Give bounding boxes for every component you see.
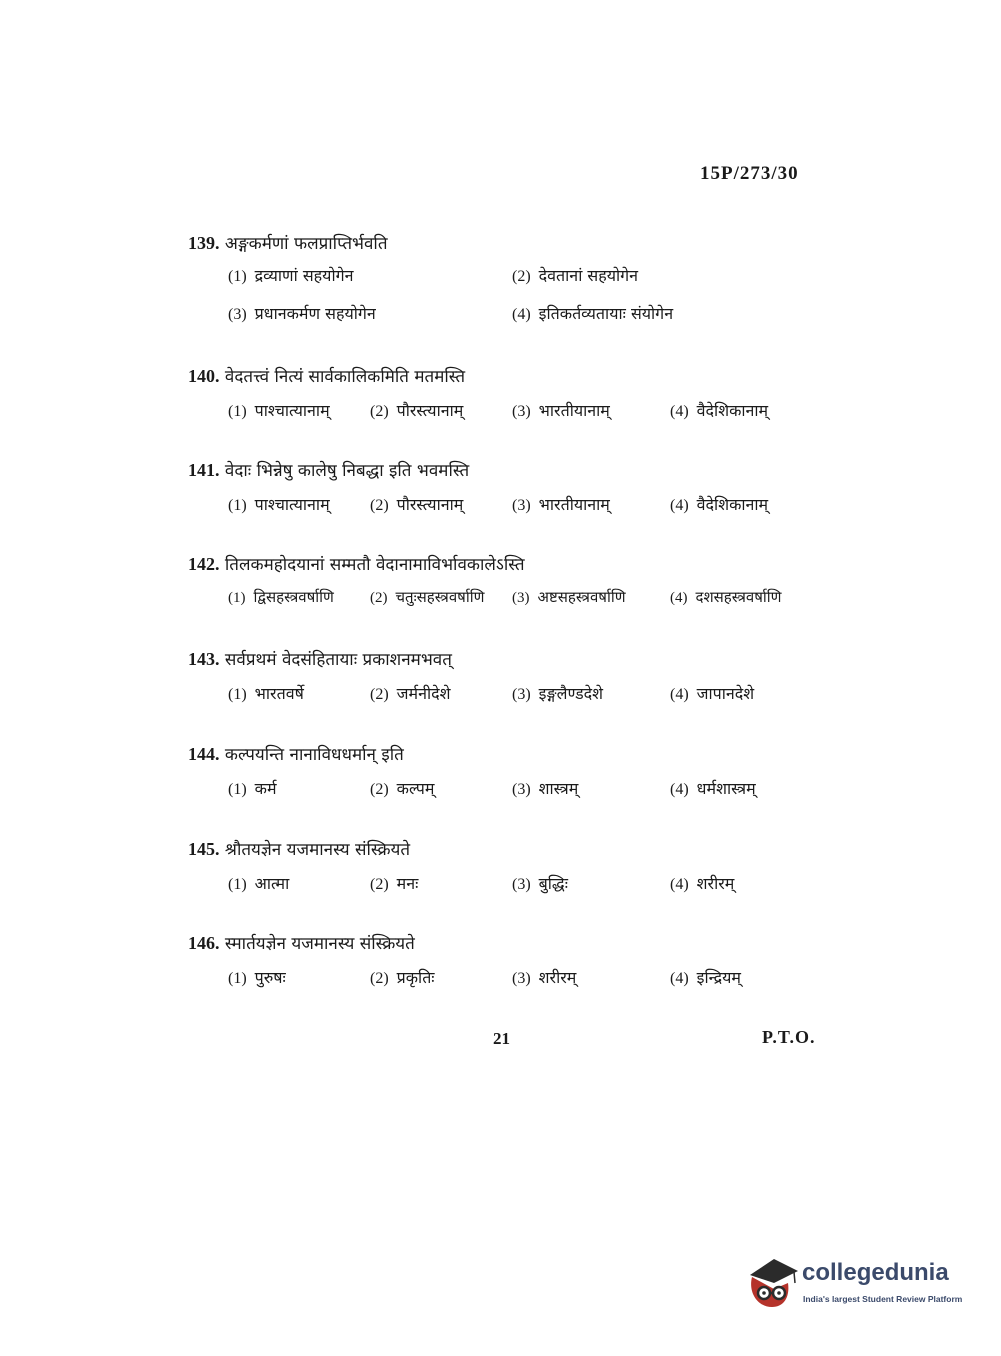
question-text: स्मार्तयज्ञेन यजमानस्य संस्क्रियते (224, 934, 415, 954)
option-4: (4) धर्मशास्त्रम् (670, 779, 756, 798)
option-3: (3) अष्टसहस्त्रवर्षाणि (512, 588, 626, 606)
option-1: (1) पाश्चात्यानाम् (228, 401, 330, 420)
question-text: वेदतत्त्वं नित्यं सार्वकालिकमिति मतमस्ति (224, 367, 466, 387)
question-text: अङ्गकर्मणां फलप्राप्तिर्भवति (224, 234, 388, 254)
question-number: 143. (188, 649, 220, 669)
option-1: (1) भारतवर्षे (228, 684, 304, 703)
option-3: (3) भारतीयानाम् (512, 401, 610, 420)
option-2: (2) चतुःसहस्त्रवर्षाणि (370, 588, 485, 606)
question-number: 139. (188, 233, 220, 253)
question-number: 144. (188, 744, 220, 764)
question-146 (188, 930, 828, 1002)
question-text: श्रौतयज्ञेन यजमानस्य संस्क्रियते (224, 840, 411, 860)
option-4: (4) दशसहस्त्रवर्षाणि (670, 588, 782, 606)
question-139 (188, 230, 828, 332)
option-3: (3) बुद्धिः (512, 874, 568, 893)
option-1: (1) कर्म (228, 779, 277, 798)
logo-tagline: India's largest Student Review Platform (803, 1294, 963, 1304)
option-1: (1) पुरुषः (228, 968, 286, 987)
option-4: (4) शरीरम् (670, 874, 735, 893)
option-2: (2) जर्मनीदेशे (370, 684, 451, 703)
option-2: (2) पौरस्त्यानाम् (370, 495, 464, 514)
question-number: 145. (188, 839, 220, 859)
option-1: (1) द्रव्याणां सहयोगेन (228, 266, 354, 285)
option-1: (1) पाश्चात्यानाम् (228, 495, 330, 514)
question-number: 146. (188, 933, 220, 953)
question-141 (188, 457, 828, 529)
page-number: 21 (493, 1029, 510, 1048)
question-number: 141. (188, 460, 220, 480)
mascot-icon (742, 1253, 800, 1311)
option-2: (2) देवतानां सहयोगेन (512, 266, 639, 285)
option-3: (3) भारतीयानाम् (512, 495, 610, 514)
logo-wordmark: collegedunia (802, 1259, 949, 1286)
option-2: (2) मनः (370, 874, 419, 893)
question-number: 140. (188, 366, 220, 386)
option-4: (4) इतिकर्तव्यतायाः संयोगेन (512, 304, 674, 323)
option-3: (3) शास्त्रम् (512, 779, 579, 798)
question-text: तिलकमहोदयानां सम्मतौ वेदानामाविर्भावकालेऽस्ति (224, 555, 525, 575)
question-text: कल्पयन्ति नानाविधधर्मान् इति (224, 745, 404, 765)
pto-label: P.T.O. (762, 1027, 816, 1047)
question-text: वेदाः भिन्नेषु कालेषु निबद्धा इति भवमस्ति (224, 461, 470, 481)
paper-code: 15P/273/30 (700, 163, 799, 184)
option-4: (4) वैदेशिकानाम् (670, 495, 769, 514)
option-2: (2) पौरस्त्यानाम् (370, 401, 464, 420)
collegedunia-logo (742, 1253, 972, 1313)
option-1: (1) आत्मा (228, 874, 290, 893)
question-144 (188, 741, 828, 813)
option-4: (4) जापानदेशे (670, 684, 755, 703)
option-2: (2) प्रकृतिः (370, 968, 435, 987)
option-4: (4) वैदेशिकानाम् (670, 401, 769, 420)
option-3: (3) शरीरम् (512, 968, 577, 987)
option-3: (3) इङ्गलैण्डदेशे (512, 684, 604, 703)
option-4: (4) इन्द्रियम् (670, 968, 741, 987)
question-140 (188, 363, 828, 435)
question-145 (188, 836, 828, 908)
question-142 (188, 551, 828, 623)
question-143 (188, 646, 828, 718)
option-3: (3) प्रधानकर्मण सहयोगेन (228, 304, 376, 323)
question-number: 142. (188, 554, 220, 574)
option-1: (1) द्विसहस्त्रवर्षाणि (228, 588, 334, 606)
option-2: (2) कल्पम् (370, 779, 435, 798)
question-text: सर्वप्रथमं वेदसंहितायाः प्रकाशनमभवत् (224, 650, 452, 670)
